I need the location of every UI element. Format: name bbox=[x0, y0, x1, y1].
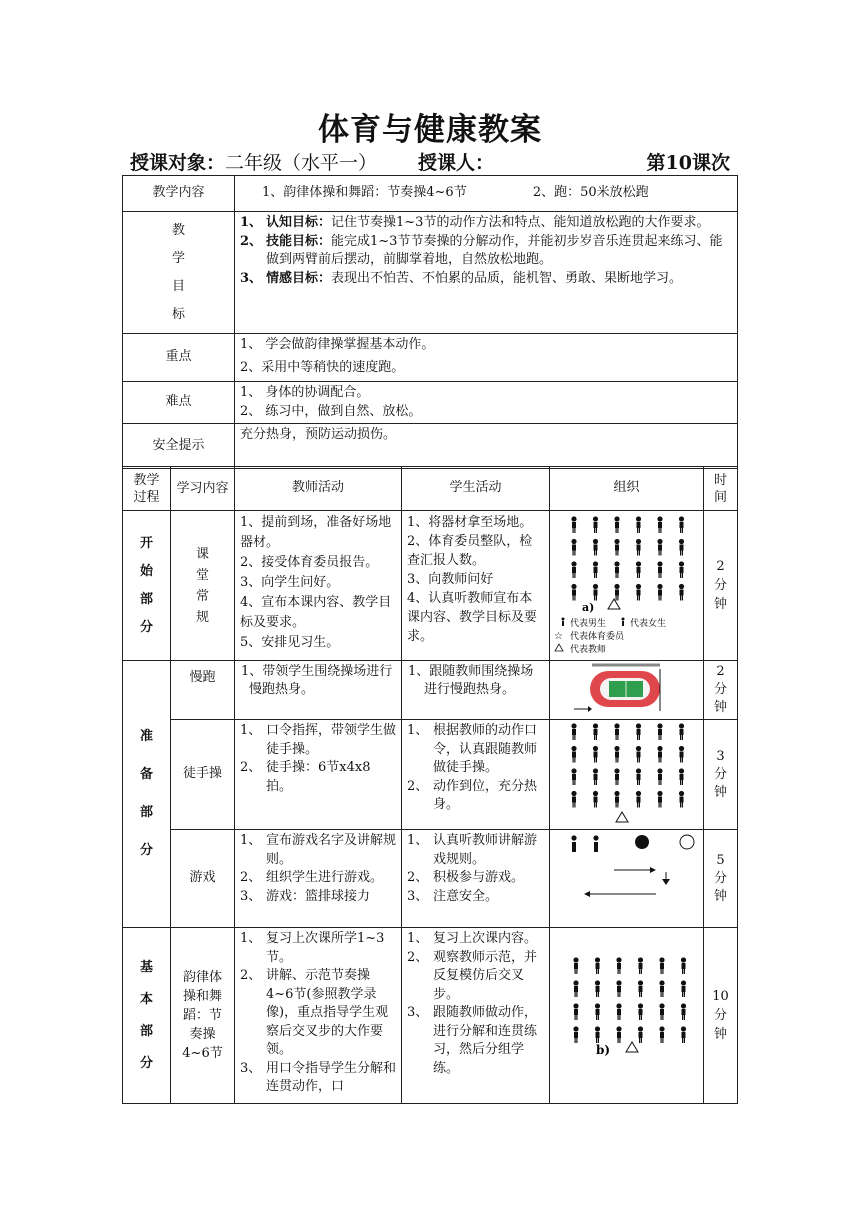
goal-key: 情感目标： bbox=[266, 270, 332, 286]
formation-b-diagram bbox=[552, 930, 702, 1100]
safety-label: 安全提示 bbox=[123, 424, 235, 469]
student-figure-icon bbox=[679, 723, 684, 740]
student-figure-icon bbox=[681, 1026, 686, 1043]
list-item: 3、 用口令指导学生分解和连贯动作，口 bbox=[240, 1060, 397, 1094]
goals-label bbox=[123, 212, 235, 334]
list-item: 2、 徒手操：6节x4x8拍。 bbox=[240, 760, 371, 794]
list-item: 3、 注意安全。 bbox=[407, 888, 499, 904]
person-icon bbox=[562, 618, 565, 627]
student-figure-icon bbox=[616, 1003, 621, 1020]
student-figure-icon bbox=[638, 1026, 643, 1043]
student-figure-icon bbox=[638, 957, 643, 974]
goal-text: 能完成1~3节节奏操的分解动作，并能初步岁音乐连贯起来练习、能做到两臂前后摆动，前脚掌着地，自然放松地跑。 bbox=[266, 233, 723, 267]
formation-exercise bbox=[550, 720, 704, 830]
content-item-2: 2、跑：50米放松跑 bbox=[532, 185, 649, 201]
arrow-head bbox=[662, 879, 670, 885]
arrow-head bbox=[584, 891, 590, 897]
student-figure-icon bbox=[595, 957, 600, 974]
student-figure-icon bbox=[593, 516, 598, 533]
goals-list bbox=[240, 214, 732, 288]
key-points-cell bbox=[235, 334, 738, 382]
formation-b bbox=[550, 928, 704, 1104]
student-figure-icon bbox=[636, 516, 641, 533]
header-teacher: 教师活动 bbox=[235, 467, 402, 511]
basketball-icon bbox=[635, 835, 649, 849]
game-time: 5 分 钟 bbox=[704, 830, 738, 928]
key-point: 1、 学会做韵律操掌握基本动作。 bbox=[240, 337, 435, 352]
goal-item: 3、 情感目标：表现出不怕苦、不怕累的品质，能机智、勇敢、果断地学习。 bbox=[240, 270, 683, 286]
start-teacher bbox=[235, 511, 402, 661]
student-figure-icon bbox=[679, 516, 684, 533]
student-figure-icon bbox=[573, 957, 578, 974]
goal-key: 技能目标： bbox=[266, 233, 332, 249]
student-figure-icon bbox=[616, 957, 621, 974]
goal-item: 1、 认知目标：记住节奏操1~3节的动作方法和特点、能知道放松跑的大作要求。 bbox=[240, 215, 710, 230]
goals-cell bbox=[235, 212, 738, 334]
content-label: 教学内容 bbox=[123, 176, 235, 212]
basic-student bbox=[402, 928, 550, 1104]
arrow-head bbox=[650, 867, 656, 873]
student-figure-icon bbox=[593, 768, 598, 785]
list-item: 1、 复习上次课内容。 bbox=[407, 931, 538, 946]
section-start: 开 始 部 分 bbox=[123, 511, 171, 661]
list-item: 1、 复习上次课所学1~3节。 bbox=[240, 931, 385, 965]
student-figure-icon bbox=[595, 1026, 600, 1043]
person-icon bbox=[593, 835, 598, 852]
key-point: 2、采用中等稍快的速度跑。 bbox=[240, 359, 405, 375]
list-item: 4、认真听教师宣布本课内容、教学目标及要求。 bbox=[407, 591, 538, 644]
student-figure-icon bbox=[593, 723, 598, 740]
legend-monitor: 代表体育委员 bbox=[570, 632, 625, 642]
goals-label-char: 目 bbox=[171, 278, 185, 294]
student-figure-icon bbox=[571, 723, 576, 740]
legend-girls: 代表女生 bbox=[630, 619, 667, 629]
student-figure-icon bbox=[636, 768, 641, 785]
student-figure-icon bbox=[657, 539, 662, 556]
list-item: 1、提前到场，准备好场地器材。 bbox=[240, 515, 392, 550]
student-figure-icon bbox=[616, 980, 621, 997]
student-figure-icon bbox=[681, 957, 686, 974]
basic-student-list bbox=[407, 930, 544, 1078]
student-figure-icon bbox=[616, 1026, 621, 1043]
header-org: 组织 bbox=[550, 467, 704, 511]
page-title: 体育与健康教案 bbox=[318, 112, 542, 148]
student-figure-icon bbox=[593, 746, 598, 763]
formation-exercise-diagram bbox=[552, 722, 702, 826]
list-item: 5、安排见习生。 bbox=[240, 635, 340, 650]
basic-content: 韵律体 操和舞 蹈：节 奏操 4~6节 bbox=[171, 928, 235, 1104]
list-item: 2、 观察教师示范，并反复模仿后交叉步。 bbox=[407, 949, 538, 1002]
legend-boys: 代表男生 bbox=[570, 619, 607, 629]
student-figure-icon bbox=[679, 584, 684, 601]
student-figure-icon bbox=[571, 561, 576, 578]
exercise-student bbox=[402, 720, 550, 830]
goal-item: 2、 技能目标：能完成1~3节节奏操的分解动作，并能初步岁音乐连贯起来练习、能做到两臂前后摆动，前脚掌着地，自然放松地跑。 bbox=[240, 233, 723, 267]
student-figure-icon bbox=[638, 980, 643, 997]
list-item: 2、 积极参与游戏。 bbox=[407, 870, 525, 885]
lesson-info-table bbox=[122, 175, 738, 469]
header-time: 时间 bbox=[704, 467, 738, 511]
student-figure-icon bbox=[571, 791, 576, 808]
student-figure-icon bbox=[573, 1026, 578, 1043]
header-process: 教学过程 bbox=[123, 467, 171, 511]
content-cell bbox=[235, 176, 738, 212]
student-figure-icon bbox=[614, 768, 619, 785]
goal-key: 认知目标： bbox=[266, 215, 332, 230]
student-figure-icon bbox=[593, 561, 598, 578]
header-study: 学习内容 bbox=[171, 467, 235, 511]
person-icon bbox=[571, 835, 576, 852]
student-figure-icon bbox=[595, 980, 600, 997]
student-figure-icon bbox=[614, 723, 619, 740]
triangle-icon bbox=[555, 644, 563, 651]
teacher-triangle-icon bbox=[616, 812, 628, 822]
student-figure-icon bbox=[571, 539, 576, 556]
game-student-list bbox=[407, 832, 544, 906]
formation-a-diagram bbox=[552, 513, 702, 657]
student-figure-icon bbox=[659, 1003, 664, 1020]
student-figure-icon bbox=[659, 980, 664, 997]
student-figure-icon bbox=[593, 539, 598, 556]
jog-time: 2 分 钟 bbox=[704, 661, 738, 720]
content-item-1: 1、韵律体操和舞蹈：节奏操4~6节 bbox=[262, 185, 467, 201]
legend-teacher: 代表教师 bbox=[570, 645, 607, 655]
student-figure-icon bbox=[593, 791, 598, 808]
target-value: 二年级（水平一） bbox=[225, 152, 378, 174]
student-figure-icon bbox=[657, 561, 662, 578]
student-figure-icon bbox=[679, 561, 684, 578]
difficulty-label: 难点 bbox=[123, 382, 235, 424]
student-figure-icon bbox=[657, 791, 662, 808]
list-item: 4、宣布本课内容、教学目标及要求。 bbox=[240, 595, 392, 630]
basic-time: 10 分 钟 bbox=[704, 928, 738, 1104]
student-figure-icon bbox=[636, 539, 641, 556]
goals-label-char: 学 bbox=[171, 250, 185, 266]
student-figure-icon bbox=[595, 1003, 600, 1020]
student-figure-icon bbox=[679, 768, 684, 785]
game-diagram-cell bbox=[550, 830, 704, 928]
star-icon: ☆ bbox=[554, 631, 563, 642]
list-item: 3、向教师问好 bbox=[407, 572, 494, 587]
jog-content: 慢跑 bbox=[171, 661, 235, 720]
game-content: 游戏 bbox=[171, 830, 235, 928]
student-figure-icon bbox=[593, 584, 598, 601]
student-figure-icon bbox=[638, 1003, 643, 1020]
list-item: 1、 根据教师的动作口令，认真跟随教师做徒手操。 bbox=[407, 723, 538, 775]
student-figure-icon bbox=[573, 1003, 578, 1020]
student-figure-icon bbox=[657, 584, 662, 601]
formation-label: a) bbox=[582, 601, 595, 614]
exercise-teacher-list bbox=[240, 722, 396, 796]
person-icon bbox=[622, 618, 625, 627]
difficulty-point: 1、 身体的协调配合。 bbox=[240, 385, 370, 400]
track-diagram bbox=[552, 663, 702, 715]
student-figure-icon bbox=[679, 746, 684, 763]
safety-text: 充分热身，预防运动损伤。 bbox=[235, 424, 738, 469]
list-item: 1、将器材拿至场地。 bbox=[407, 515, 533, 530]
volleyball-icon bbox=[680, 835, 694, 849]
student-figure-icon bbox=[571, 768, 576, 785]
student-figure-icon bbox=[681, 1003, 686, 1020]
key-points-label: 重点 bbox=[123, 334, 235, 382]
list-item: 2、接受体育委员报告。 bbox=[240, 555, 379, 570]
exercise-content: 徒手操 bbox=[171, 720, 235, 830]
game-teacher bbox=[235, 830, 402, 928]
student-figure-icon bbox=[571, 584, 576, 601]
exercise-time: 3 分 钟 bbox=[704, 720, 738, 830]
list-item: 2、 讲解、示范节奏操4~6节(参照教学录像)，重点指导学生观察后交叉步的大作要领。 bbox=[240, 968, 389, 1057]
section-basic: 基 本 部 分 bbox=[123, 928, 171, 1104]
start-student bbox=[402, 511, 550, 661]
student-figure-icon bbox=[571, 516, 576, 533]
student-figure-icon bbox=[573, 980, 578, 997]
student-figure-icon bbox=[636, 584, 641, 601]
list-item: 2、 动作到位，充分热身。 bbox=[407, 778, 538, 812]
game-diagram bbox=[552, 832, 702, 924]
arrow-head bbox=[588, 706, 592, 712]
student-figure-icon bbox=[636, 746, 641, 763]
exercise-teacher bbox=[235, 720, 402, 830]
teacher-label: 授课人： bbox=[418, 152, 495, 174]
goals-label-char: 教 bbox=[171, 222, 185, 238]
basic-teacher bbox=[235, 928, 402, 1104]
formation-label: b) bbox=[596, 1043, 611, 1057]
student-figure-icon bbox=[614, 746, 619, 763]
header-student: 学生活动 bbox=[402, 467, 550, 511]
student-figure-icon bbox=[614, 791, 619, 808]
basic-teacher-list bbox=[240, 930, 396, 1097]
student-figure-icon bbox=[659, 1026, 664, 1043]
start-content: 课 堂 常 规 bbox=[171, 511, 235, 661]
student-figure-icon bbox=[681, 980, 686, 997]
lesson-info-line bbox=[130, 148, 730, 174]
lesson-number: 第10课次 bbox=[646, 152, 730, 174]
game-teacher-list bbox=[240, 832, 396, 906]
list-item: 3、 跟随教师做动作，进行分解和连贯练习，然后分组学练。 bbox=[407, 1005, 538, 1076]
list-item: 2、体育委员整队，检查汇报人数。 bbox=[407, 534, 533, 568]
goal-text: 表现出不怕苦、不怕累的品质，能机智、勇敢、果断地学习。 bbox=[331, 270, 683, 286]
formation-a bbox=[550, 511, 704, 661]
goal-text: 记住节奏操1~3节的动作方法和特点、能知道放松跑的大作要求。 bbox=[331, 215, 710, 230]
target-info bbox=[130, 148, 377, 175]
list-item: 1、 宣布游戏名字及讲解规则。 bbox=[240, 833, 397, 867]
student-figure-icon bbox=[614, 539, 619, 556]
student-figure-icon bbox=[659, 957, 664, 974]
student-figure-icon bbox=[614, 516, 619, 533]
difficulty-point: 2、 练习中，做到自然、放松。 bbox=[240, 403, 422, 419]
student-figure-icon bbox=[657, 516, 662, 533]
student-figure-icon bbox=[614, 561, 619, 578]
list-item: 3、向学生问好。 bbox=[240, 575, 340, 590]
game-student bbox=[402, 830, 550, 928]
track-diagram-cell bbox=[550, 661, 704, 720]
student-figure-icon bbox=[679, 791, 684, 808]
student-figure-icon bbox=[657, 723, 662, 740]
list-item: 1、 认真听教师讲解游戏规则。 bbox=[407, 833, 538, 867]
teacher-triangle-icon bbox=[626, 1042, 638, 1052]
section-prep: 准 备 部 分 bbox=[123, 661, 171, 928]
goals-label-char: 标 bbox=[171, 306, 185, 322]
difficulty-cell bbox=[235, 382, 738, 424]
student-figure-icon bbox=[614, 584, 619, 601]
student-figure-icon bbox=[636, 561, 641, 578]
exercise-student-list bbox=[407, 722, 544, 815]
student-figure-icon bbox=[679, 539, 684, 556]
student-figure-icon bbox=[657, 746, 662, 763]
student-figure-icon bbox=[636, 723, 641, 740]
list-item: 1、 口令指挥，带领学生做徒手操。 bbox=[240, 723, 397, 757]
list-item: 3、 游戏：篮排球接力 bbox=[240, 888, 371, 904]
start-time: 2 分 钟 bbox=[704, 511, 738, 661]
target-label: 授课对象： bbox=[130, 152, 226, 174]
lesson-process-table bbox=[122, 466, 738, 1104]
student-figure-icon bbox=[571, 746, 576, 763]
student-figure-icon bbox=[636, 791, 641, 808]
jog-student: 1、跟随教师围绕操场进行慢跑热身。 bbox=[402, 661, 550, 720]
list-item: 2、 组织学生进行游戏。 bbox=[240, 870, 384, 885]
jog-teacher: 1、带领学生围绕操场进行慢跑热身。 bbox=[235, 661, 402, 720]
student-figure-icon bbox=[657, 768, 662, 785]
